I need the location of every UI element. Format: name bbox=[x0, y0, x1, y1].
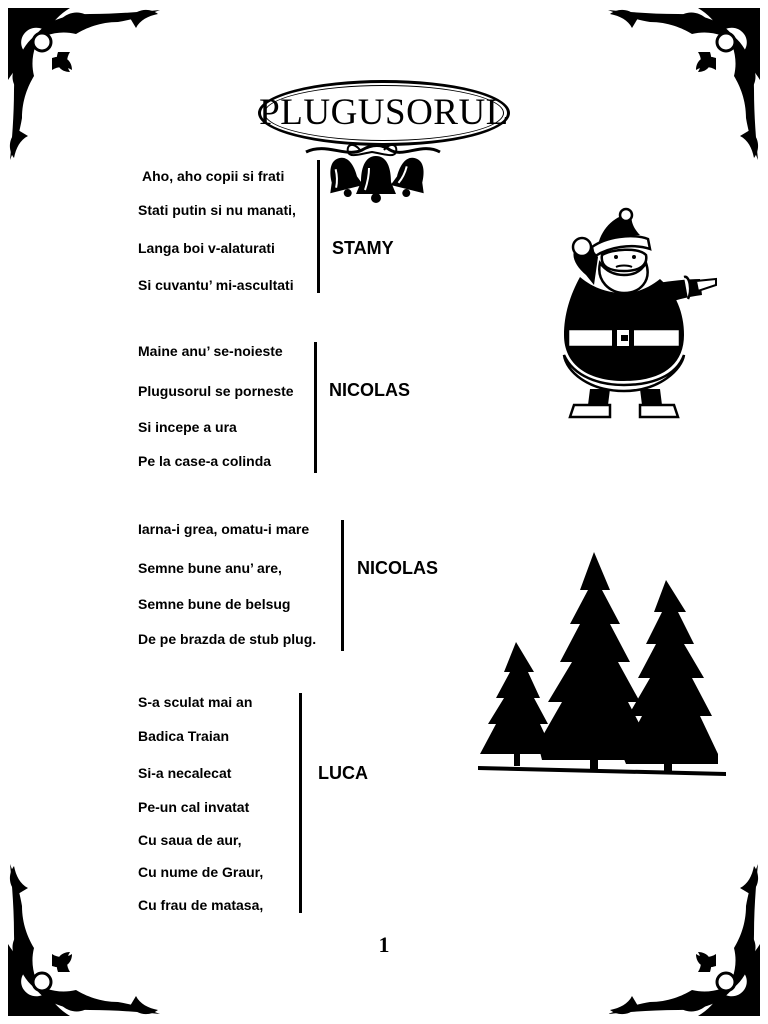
stanza-divider bbox=[314, 342, 317, 473]
santa-claus-icon bbox=[540, 205, 720, 420]
speaker-label: NICOLAS bbox=[329, 380, 410, 400]
verse-line: De pe brazda de stub plug. bbox=[138, 631, 317, 647]
verse-line: Langa boi v-alaturati bbox=[138, 240, 275, 256]
verse-line: Pe la case-a colinda bbox=[138, 453, 272, 469]
page-number: 1 bbox=[378, 932, 390, 957]
verse-line: Si cuvantu’ mi-ascultati bbox=[138, 277, 294, 293]
verse-line: Si incepe a ura bbox=[138, 419, 237, 435]
verse-line: Badica Traian bbox=[138, 728, 230, 744]
verse-line: Semne bune anu’ are, bbox=[138, 560, 282, 576]
ornament-icon bbox=[598, 0, 768, 170]
ornament-corner-top-left bbox=[0, 0, 170, 170]
verse-line: Cu nume de Graur, bbox=[138, 864, 264, 880]
stanza-divider bbox=[341, 520, 344, 651]
verse-line: Cu frau de matasa, bbox=[138, 897, 264, 913]
verse-line: Iarna-i grea, omatu-i mare bbox=[138, 521, 310, 537]
title-frame bbox=[258, 80, 510, 146]
speaker-label: LUCA bbox=[318, 763, 368, 783]
page-title: PLUGUSORUL bbox=[259, 92, 509, 133]
stanza-divider bbox=[299, 693, 302, 913]
verse-line: Pe-un cal invatat bbox=[138, 799, 250, 815]
verse-line: Si-a necalecat bbox=[138, 765, 232, 781]
verse-line: Maine anu’ se-noieste bbox=[138, 343, 283, 359]
fir-trees-icon bbox=[478, 548, 726, 778]
verse-line: Aho, aho copii si frati bbox=[142, 168, 285, 184]
ornament-corner-top-right bbox=[598, 0, 768, 170]
speaker-label: STAMY bbox=[332, 238, 394, 258]
ornament-icon bbox=[0, 0, 170, 170]
verse-line: Cu saua de aur, bbox=[138, 832, 242, 848]
verse-line: Plugusorul se porneste bbox=[138, 383, 294, 399]
verse-line: S-a sculat mai an bbox=[138, 694, 253, 710]
verse-line: Stati putin si nu manati, bbox=[138, 202, 296, 218]
verse-line: Semne bune de belsug bbox=[138, 596, 291, 612]
speaker-label: NICOLAS bbox=[357, 558, 438, 578]
stanza-divider bbox=[317, 160, 320, 293]
